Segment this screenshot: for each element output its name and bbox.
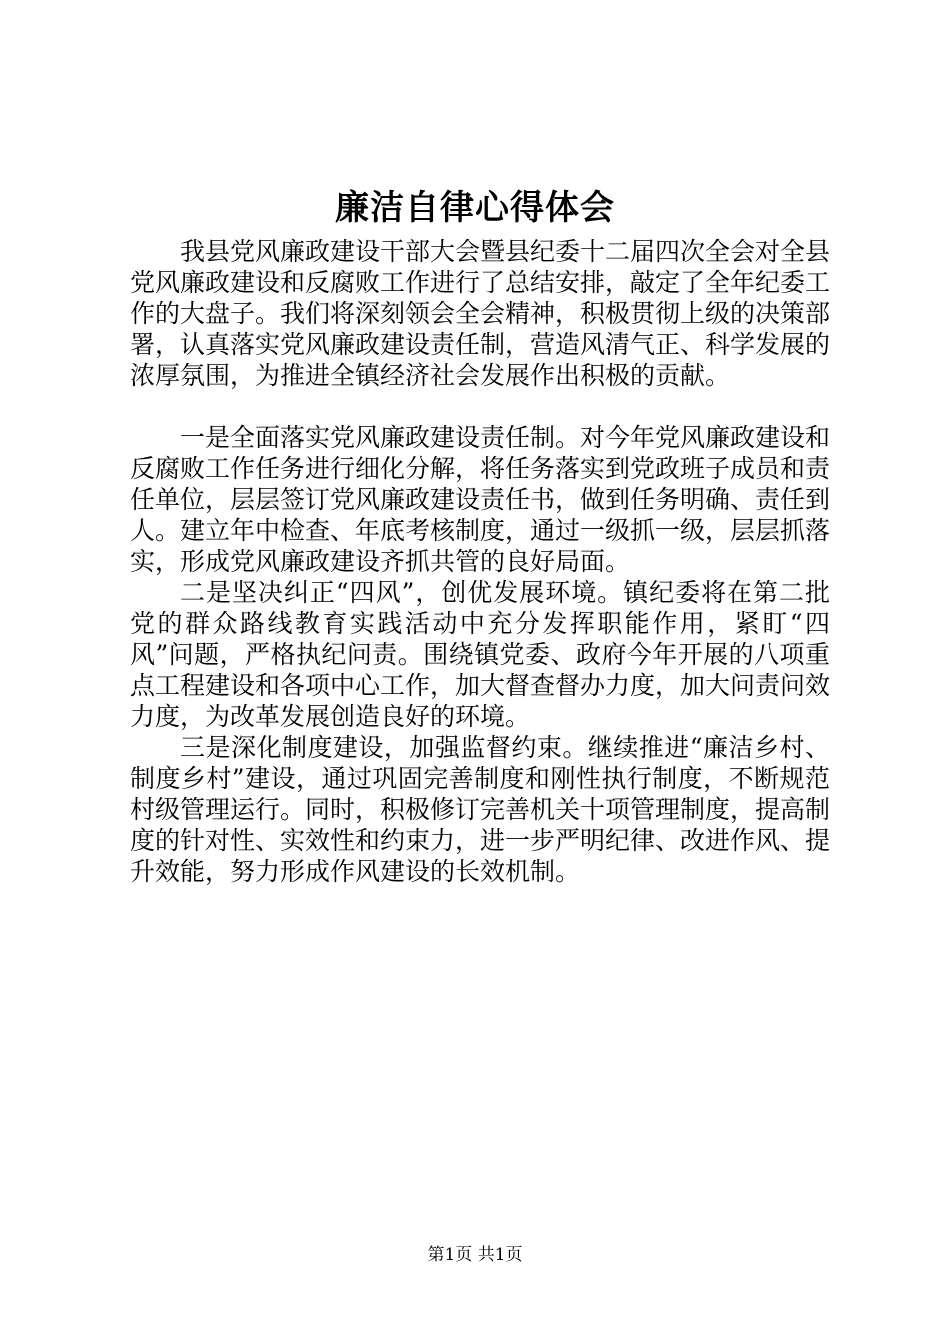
intro-block bbox=[130, 236, 830, 391]
body-block bbox=[130, 422, 830, 887]
paragraph-3: 三是深化制度建设，加强监督约束。继续推进“廉洁乡村、制度乡村”建设，通过巩固完善制度和刚性执行制度，不断规范村级管理运行。同时，积极修订完善机关十项管理制度，提高制度的针对性、实效性和约束力，进一步严明纪律、改进作风、提升效能，努力形成作风建设的长效机制。 bbox=[130, 733, 831, 886]
paragraph-1: 一是全面落实党风廉政建设责任制。对今年党风廉政建设和反腐败工作任务进行细化分解，将任务落实到党政班子成员和责任单位，层层签订党风廉政建设责任书，做到任务明确、责任到人。建立年中检查、年底考核制度，通过一级抓一级，层层抓落实，形成党风廉政建设齐抓共管的良好局面。 bbox=[130, 423, 831, 576]
page-footer: 第1页 共1页 bbox=[427, 1245, 523, 1265]
intro-paragraph: 我县党风廉政建设干部大会暨县纪委十二届四次全会对全县党风廉政建设和反腐败工作进行了总结安排，敲定了全年纪委工作的大盘子。我们将深刻领会全会精神，积极贯彻上级的决策部署，认真落实党风廉政建设责任制，营造风清气正、科学发展的浓厚氛围，为推进全镇经济社会发展作出积极的贡献。 bbox=[130, 237, 831, 390]
paragraph-2: 二是坚决纠正“四风”，创优发展环境。镇纪委将在第二批党的群众路线教育实践活动中充分发挥职能作用，紧盯“四风”问题，严格执纪问责。围绕镇党委、政府今年开展的八项重点工程建设和各项中心工作，加大督查督办力度，加大问责问效力度，为改革发展创造良好的环境。 bbox=[130, 578, 831, 731]
document-title: 廉洁自律心得体会 bbox=[335, 188, 615, 228]
